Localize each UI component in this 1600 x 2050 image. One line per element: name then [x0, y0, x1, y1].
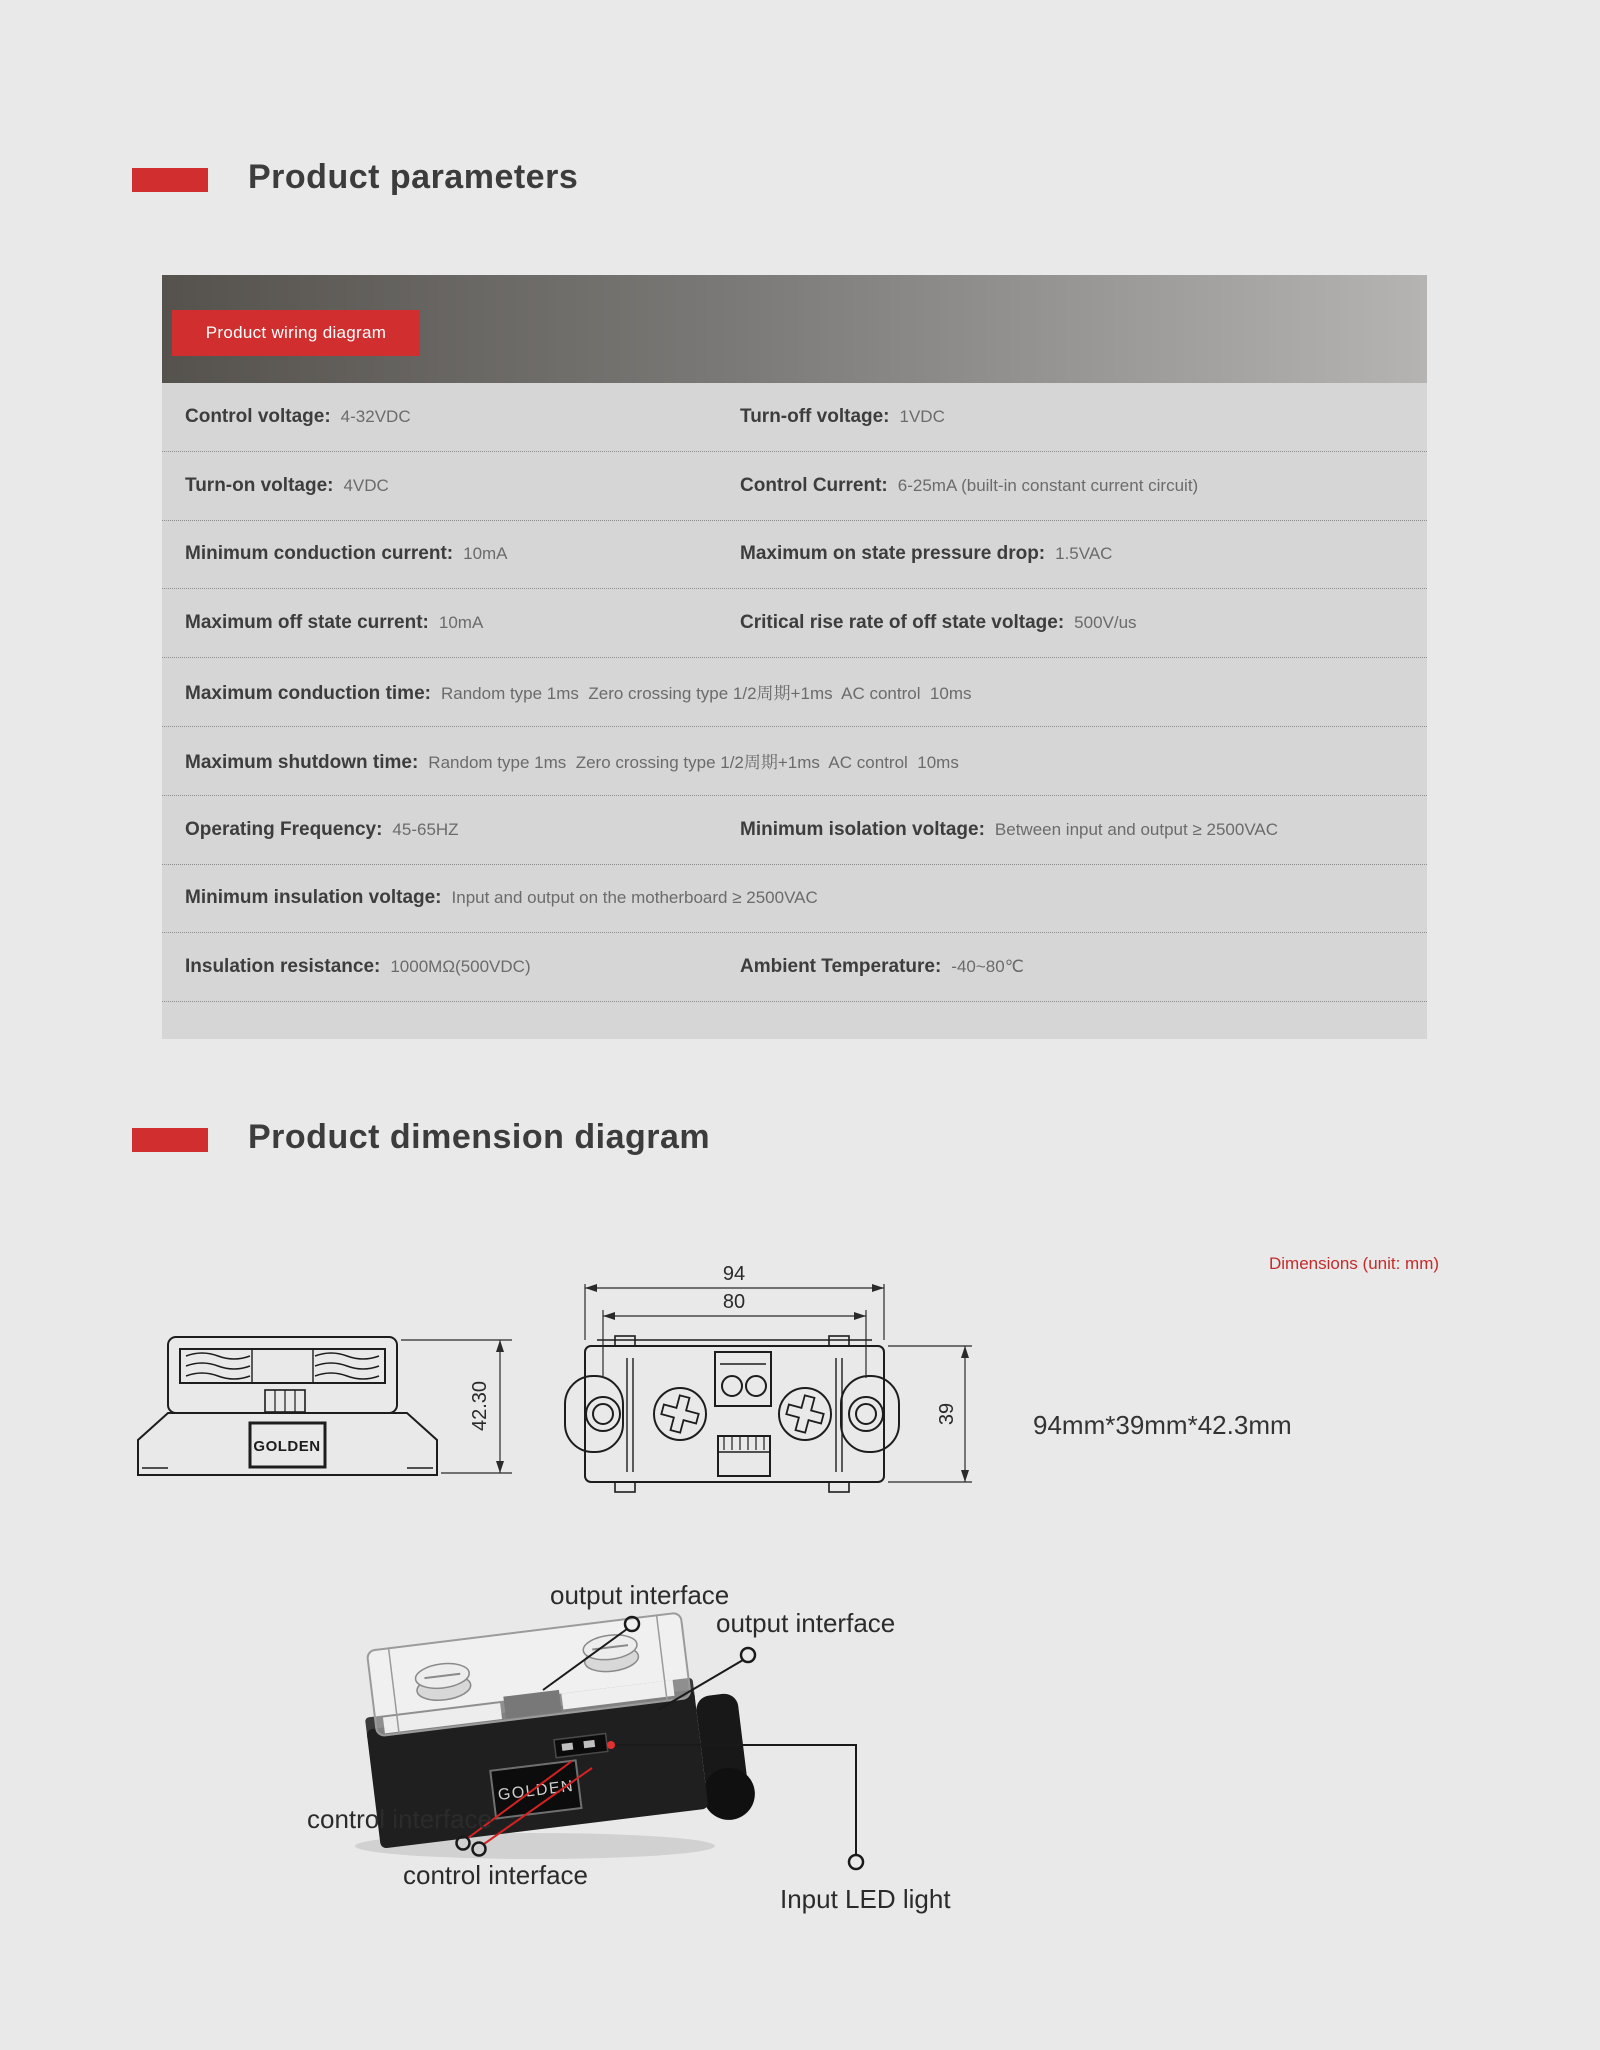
param-value: Between input and output ≥ 2500VAC	[994, 819, 1279, 839]
param-label: Insulation resistance:	[185, 956, 381, 978]
dim-height-front: 39	[936, 1402, 958, 1426]
dim-width-outer: 94	[722, 1263, 746, 1285]
param-value: 10mA	[463, 544, 508, 564]
param-value: Random type 1ms Zero crossing type 1/2周期+1ms AC control 10ms	[428, 752, 959, 772]
param-label: Maximum off state current:	[185, 612, 429, 634]
table-row	[162, 521, 1427, 590]
table-row	[162, 865, 1427, 934]
label-control-interface-1: control interface	[307, 1804, 492, 1834]
dimension-drawings	[120, 1240, 1180, 1520]
label-output-interface-2: output interface	[716, 1608, 896, 1638]
brand-text-drawing: GOLDEN	[253, 1438, 321, 1455]
brand-text-photo: GOLDEN	[497, 1777, 576, 1804]
table-row	[162, 658, 1427, 727]
param-value: 1VDC	[899, 406, 945, 426]
table-gradient-header	[162, 275, 1427, 383]
front-view-body	[585, 1346, 884, 1482]
dimension-heading: Product dimension diagram	[248, 1118, 711, 1156]
leader-dot-output2	[741, 1648, 755, 1662]
param-label: Maximum conduction time:	[185, 683, 431, 705]
dim-width-holes: 80	[722, 1291, 746, 1313]
param-value: 1.5VAC	[1055, 544, 1113, 564]
param-label: Maximum on state pressure drop:	[740, 543, 1046, 565]
wiring-diagram-tab: Product wiring diagram	[172, 310, 420, 356]
table-row	[162, 933, 1427, 1002]
label-control-interface-2: control interface	[403, 1860, 588, 1890]
table-row	[162, 796, 1427, 865]
dimension-unit-note: Dimensions (unit: mm)	[1269, 1254, 1440, 1273]
param-value: 45-65HZ	[392, 819, 459, 839]
param-label: Operating Frequency:	[185, 818, 383, 840]
leader-dot-led	[849, 1855, 863, 1869]
table-row	[162, 589, 1427, 658]
param-label: Minimum conduction current:	[185, 543, 454, 565]
input-led-icon	[607, 1741, 615, 1749]
dim-height-side: 42.30	[469, 1380, 491, 1432]
param-value: 6-25mA (built-in constant current circuit)	[897, 475, 1199, 495]
param-label: Control Current:	[740, 474, 888, 496]
param-value: 4VDC	[343, 475, 389, 495]
table-row	[162, 383, 1427, 452]
section-accent-bar	[132, 1128, 208, 1152]
param-value: Input and output on the motherboard ≥ 2500VAC	[451, 888, 818, 908]
param-value: 10mA	[438, 613, 484, 633]
param-label: Control voltage:	[185, 405, 331, 427]
param-value: 1000MΩ(500VDC)	[390, 957, 531, 977]
param-label: Minimum insulation voltage:	[185, 887, 442, 909]
parameters-table	[162, 275, 1427, 1039]
table-row	[162, 727, 1427, 796]
label-output-interface-1: output interface	[550, 1580, 730, 1610]
param-label: Minimum isolation voltage:	[740, 818, 985, 840]
overall-size-text: 94mm*39mm*42.3mm	[1033, 1410, 1292, 1440]
param-label: Maximum shutdown time:	[185, 751, 419, 773]
label-input-led: Input LED light	[780, 1884, 951, 1914]
param-label: Turn-off voltage:	[740, 405, 890, 427]
param-value: -40~80℃	[951, 957, 1024, 977]
param-value: 500V/us	[1074, 613, 1137, 633]
section-accent-bar	[132, 168, 208, 192]
param-label: Critical rise rate of off state voltage:	[740, 612, 1065, 634]
table-row	[162, 452, 1427, 521]
parameters-heading: Product parameters	[248, 158, 579, 196]
param-value: Random type 1ms Zero crossing type 1/2周期+1ms AC control 10ms	[440, 684, 972, 704]
param-label: Ambient Temperature:	[740, 956, 942, 978]
param-label: Turn-on voltage:	[185, 474, 334, 496]
param-value: 4-32VDC	[340, 406, 411, 426]
